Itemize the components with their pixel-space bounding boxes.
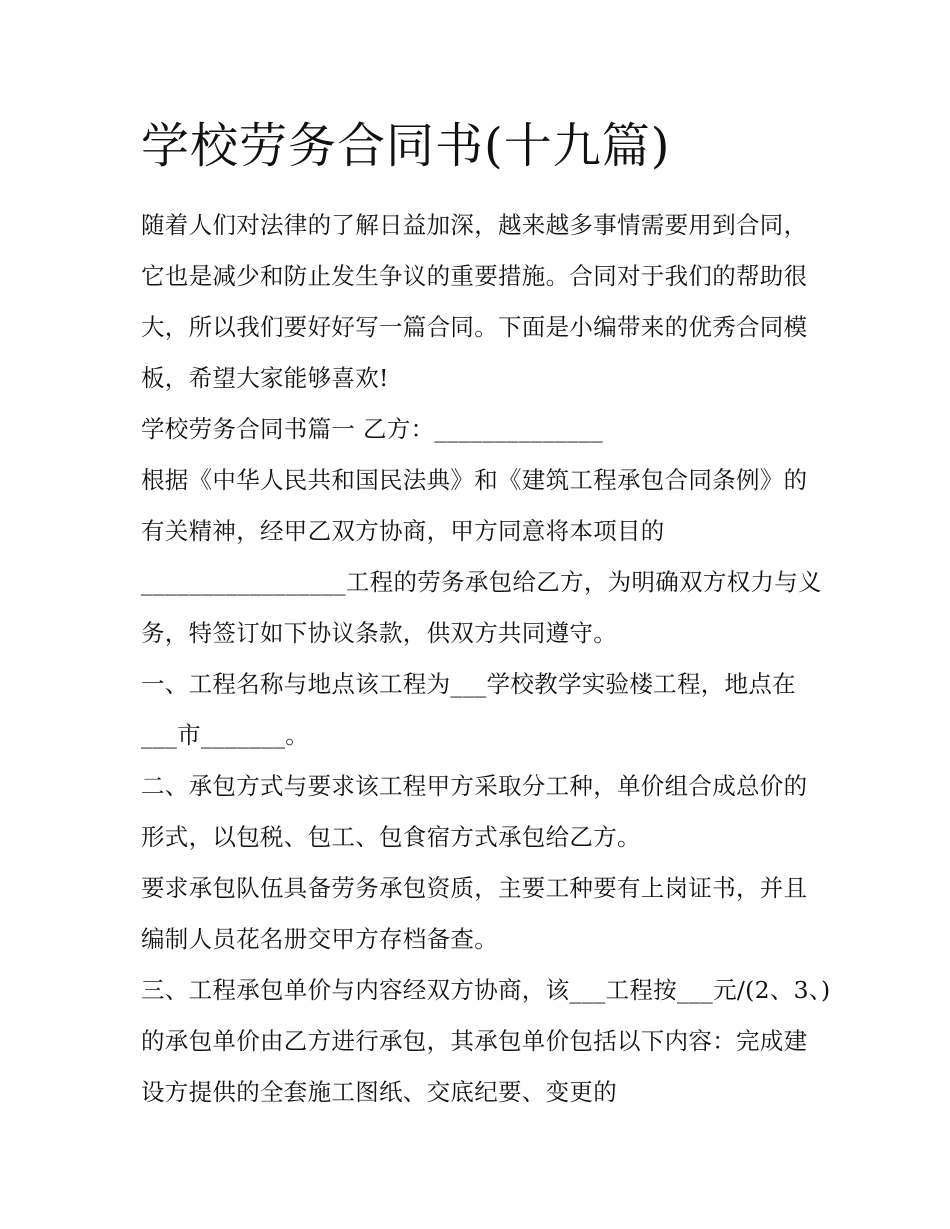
requirements-paragraph: 要求承包队伍具备劳务承包资质，主要工种要有上岗证书，并且编制人员花名册交甲方存档备查。: [141, 874, 808, 953]
clause-1-paragraph: 一、工程名称与地点该工程为___学校教学实验楼工程，地点在___市_______。: [141, 670, 796, 749]
document-page: [141, 110, 831, 1118]
document-title: 学校劳务合同书(十九篇): [141, 118, 671, 174]
legal-basis-paragraph: 根据《中华人民共和国民法典》和《建筑工程承包合同条例》的有关精神，经甲乙双方协商，甲方同意将本项目的_________________工程的劳务承包给乙方，为明确双方权力与义务，特签订如下协议条款，供双方共同遵守。: [141, 466, 822, 647]
contract-heading-line: 学校劳务合同书篇一 乙方：______________: [141, 415, 604, 443]
intro-paragraph: 随着人们对法律的了解日益加深，越来越多事情需要用到合同，它也是减少和防止发生争议的重要措施。合同对于我们的帮助很大，所以我们要好好写一篇合同。下面是小编带来的优秀合同模板，希望大家能够喜欢!: [141, 211, 808, 392]
clause-3-paragraph: 三、工程承包单价与内容经双方协商，该___工程按___元/(2、3、)的承包单价由乙方进行承包，其承包单价包括以下内容：完成建设方提供的全套施工图纸、交底纪要、变更的: [141, 976, 831, 1106]
clause-2-paragraph: 二、承包方式与要求该工程甲方采取分工种，单价组合成总价的形式，以包税、包工、包食宿方式承包给乙方。: [141, 772, 808, 851]
